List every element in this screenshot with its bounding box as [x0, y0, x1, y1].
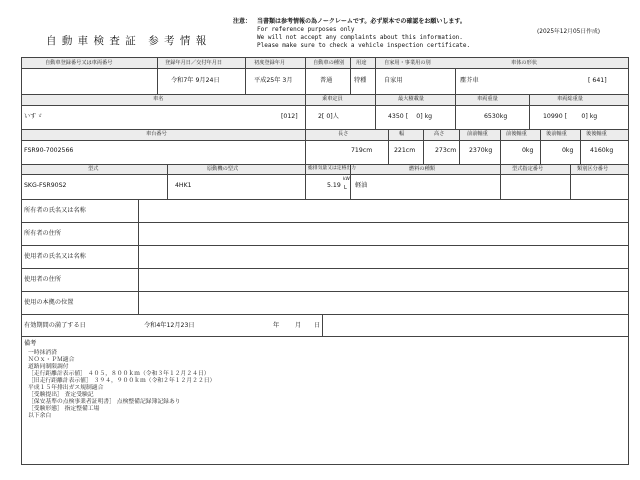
- label-vehicle-kind: 自動車の種別: [313, 60, 345, 66]
- label-base-location: 使用の本拠の位置: [24, 299, 74, 306]
- label-engine-model: 原動機の型式: [207, 166, 239, 172]
- label-height: 高さ: [434, 131, 445, 137]
- label-max-load: 最大積載量: [398, 96, 424, 102]
- displacement-unit-kw: kW: [343, 177, 350, 182]
- rr-axle-value: 4160kg: [590, 147, 614, 154]
- label-capacity: 乗車定員: [322, 96, 343, 102]
- label-body-shape: 車体の形状: [511, 60, 537, 66]
- label-first-registration: 初度登録年月: [254, 60, 286, 66]
- label-maker: 車名: [153, 96, 164, 102]
- notice-line-ja: 当書類は参考情報の為ノークレームです。必ず原本での確認をお願いします。: [257, 18, 466, 25]
- width-value: 221cm: [394, 147, 416, 154]
- label-rf-axle: 後前軸重: [546, 131, 567, 137]
- fuel-value: 軽油: [355, 182, 368, 189]
- expiry-day: 日: [314, 322, 321, 329]
- fr-axle-value: 0kg: [522, 147, 534, 154]
- label-model: 型式: [88, 166, 99, 172]
- remarks-line: ［走行距離計表示値］ ４０５，８００ｋｍ（令和３年１２月２４日）: [28, 371, 210, 377]
- label-vehicle-weight: 車両重量: [477, 96, 498, 102]
- label-issue-date: 登録年月日／交付年月日: [165, 60, 223, 66]
- engine-model-value: 4HK1: [175, 182, 192, 189]
- label-expiry: 有効期間の満了する日: [24, 322, 86, 329]
- remarks-line: ＮＯｘ・ＰＭ適合: [28, 357, 75, 363]
- label-private-business: 自家用・事業用の別: [384, 60, 431, 66]
- remarks-line: 一時抹消済: [28, 350, 57, 356]
- capacity-value: 2[ 0]人: [318, 113, 339, 120]
- maker-code: [012]: [281, 113, 298, 120]
- height-value: 273cm: [435, 147, 457, 154]
- remarks-line: ［保安基準の点検事業者証明書］ 点検整備記録簿記録あり: [28, 399, 181, 405]
- notice-line-3: Please make sure to check a vehicle inspection certificate.: [257, 42, 471, 49]
- label-owner-address: 所有者の住所: [24, 230, 62, 237]
- document-title: 自 動 車 検 査 証 参 考 情 報: [46, 35, 208, 47]
- notice-line-1: For reference purposes only: [257, 26, 355, 33]
- label-length: 長さ: [338, 131, 349, 137]
- label-user-address: 使用者の住所: [24, 276, 62, 283]
- issue-date: 令和7年 9月24日: [171, 77, 220, 84]
- remarks-line: 道路同制限調付: [28, 364, 69, 370]
- label-rr-axle: 後後軸重: [586, 131, 607, 137]
- remarks-line: ［受験形態］ 指定整備工場: [28, 406, 100, 412]
- rf-axle-value: 0kg: [562, 147, 574, 154]
- body-shape-value: 塵芥車: [460, 77, 479, 84]
- label-fr-axle: 前後軸重: [506, 131, 527, 137]
- label-type-designation: 型式指定番号: [512, 166, 544, 172]
- remarks-line: 以下余白: [28, 413, 52, 419]
- label-category-number: 類別区分番号: [577, 166, 609, 172]
- use-value: 特種: [354, 77, 367, 84]
- private-value: 自家用: [384, 77, 403, 84]
- remarks-line: ［旧走行距離計表示値］ ３９４，９００ｋｍ（令和２年１２月２２日）: [28, 378, 216, 384]
- label-owner-name: 所有者の氏名又は名称: [24, 207, 86, 214]
- created-date: (2025年12月05日作成): [537, 29, 601, 35]
- remarks-line: 平成１５年排出ガス規制適合: [28, 385, 104, 391]
- expiry-date: 令和4年12月23日: [144, 322, 195, 329]
- label-width: 幅: [399, 131, 405, 137]
- ff-axle-value: 2370kg: [469, 147, 493, 154]
- label-fuel: 燃料の種類: [409, 166, 435, 172]
- expiry-year: 年: [273, 322, 280, 329]
- vehicle-kind: 普通: [320, 77, 333, 84]
- maker-name: いすゞ: [24, 113, 43, 120]
- remarks-line: ［受験提出］ 査定受験記: [28, 392, 94, 398]
- remarks-label: 備考: [24, 340, 37, 347]
- chassis-number: FSR90-7002566: [24, 147, 74, 154]
- label-user-name: 使用者の氏名又は名称: [24, 253, 86, 260]
- label-ff-axle: 前前軸重: [467, 131, 488, 137]
- model-value: SKG-FSR90S2: [24, 182, 67, 189]
- label-use: 用途: [356, 60, 367, 66]
- notice-line-2: We will not accept any complaints about this information.: [257, 34, 463, 41]
- label-chassis-number: 車台番号: [146, 131, 167, 137]
- gross-weight-value: 10990 [ 0] kg: [543, 113, 598, 120]
- label-displacement: 総排気量又は定格出力: [308, 166, 356, 171]
- label-gross-weight: 車両総重量: [557, 96, 583, 102]
- body-shape-code: [ 641]: [588, 77, 607, 84]
- expiry-month: 月: [295, 322, 302, 329]
- vehicle-weight-value: 6530kg: [484, 113, 508, 120]
- notice-label: 注意：: [233, 18, 252, 25]
- displacement-value: 5.19: [327, 182, 341, 189]
- displacement-unit-l: L: [344, 185, 347, 191]
- length-value: 719cm: [351, 147, 373, 154]
- label-registration-number: 自動車登録番号又は車両番号: [45, 60, 113, 66]
- max-load-value: 4350 [ 0] kg: [388, 113, 433, 120]
- first-registration: 平成25年 3月: [254, 77, 293, 84]
